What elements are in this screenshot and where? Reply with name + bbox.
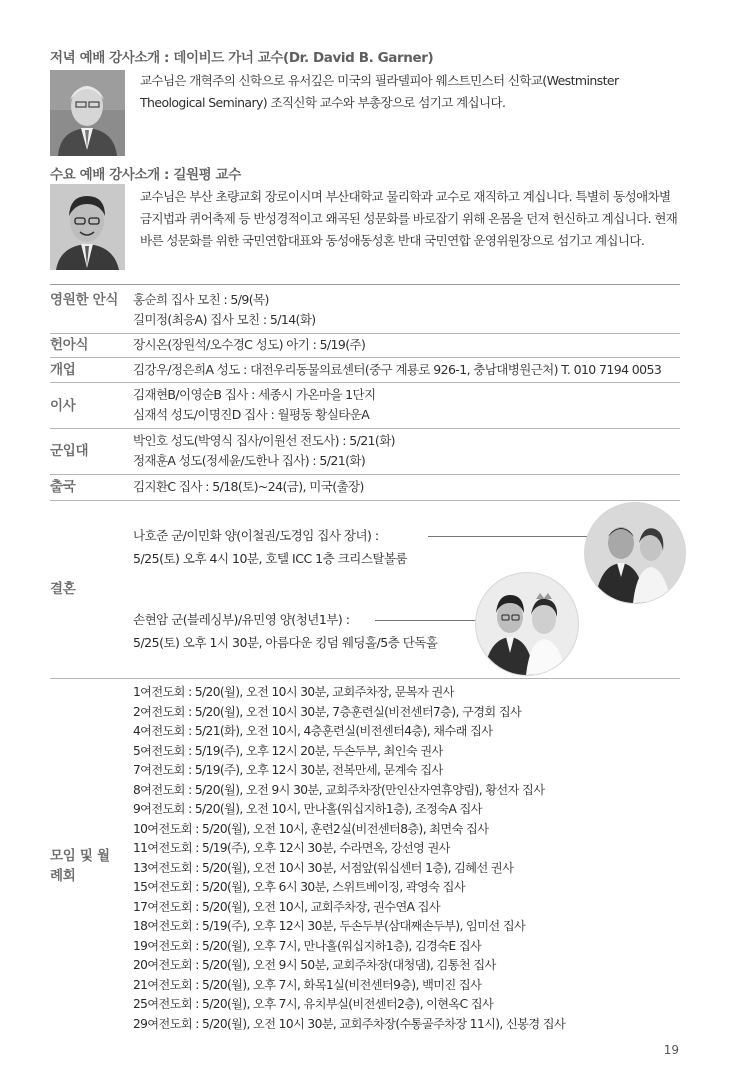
list-item: 18여전도회 : 5/19(주), 오후 12시 30분, 두손두부(삼대째손두부), 임미선 집사 <box>133 919 526 933</box>
wednesday-speaker-title: 수요 예배 강사소개 : 길원평 교수 <box>50 167 241 183</box>
list-item: 21여전도회 : 5/20(월), 오후 7시, 화목1실(비전센터9층), 백미진 집사 <box>133 977 482 992</box>
list-item: 4여전도회 : 5/21(화), 오전 10시, 4층훈련실(비전센터4층), 채수래 집사 <box>133 724 493 738</box>
divider <box>50 357 680 358</box>
list-item: 8여전도회 : 5/20(월), 오전 9시 30분, 교회주차장(만인산자연휴양림), 황선자 집사 <box>133 782 545 797</box>
divider <box>50 382 680 383</box>
wedding-couple-names: 손현암 군(블레싱부)/유민영 양(청년1부) : <box>133 612 350 627</box>
list-item: 1여전도회 : 5/20(월), 오전 10시 30분, 교회주차장, 문복자 권사 <box>133 685 454 699</box>
divider <box>50 474 680 475</box>
list-item: 19여전도회 : 5/20(월), 오후 7시, 만나홀(워십지하1층), 김경숙E 집사 <box>133 938 482 953</box>
wedding-details: 5/25(토) 오후 4시 10분, 호텔 ICC 1층 크리스탈볼룸 <box>133 551 408 566</box>
news-line: 김재현B/이영순B 집사 : 세종시 가온마을 1단지 <box>133 387 376 402</box>
news-line: 김강우/정은희A 성도 : 대전우리동물의료센터(중구 계룡로 926-1, 충남대병원근처) T. 010 7194 0053 <box>133 362 662 377</box>
divider <box>50 678 680 679</box>
leader-line <box>428 536 588 537</box>
news-line: 정재훈A 성도(정세윤/도한나 집사) : 5/21(화) <box>133 453 366 468</box>
news-line: 김지환C 집사 : 5/18(토)~24(금), 미국(출장) <box>133 479 364 494</box>
list-item: 17여전도회 : 5/20(월), 오전 10시, 교회주차장, 권수연A 집사 <box>133 899 440 914</box>
divider <box>50 284 680 285</box>
wedding-photo-1 <box>584 502 686 604</box>
category-label-opening: 개업 <box>50 362 76 378</box>
evening-speaker-title: 저녁 예배 강사소개 : 데이비드 가너 교수(Dr. David B. Garner) <box>50 50 434 66</box>
divider <box>50 333 680 334</box>
list-item: 5여전도회 : 5/19(주), 오후 12시 20분, 두손두부, 최인숙 권사 <box>133 743 443 758</box>
divider <box>50 500 680 501</box>
category-label-military: 군입대 <box>50 443 89 459</box>
category-label-wedding: 결혼 <box>50 581 76 597</box>
news-line: 심재석 성도/이명진D 집사 : 월평동 황실타운A <box>133 407 370 422</box>
category-label-dedication: 헌아식 <box>50 337 89 353</box>
news-line: 홍순희 집사 모친 : 5/9(목) <box>133 292 269 307</box>
evening-speaker-bio: 교수님은 개혁주의 신학으로 유서깊은 미국의 필라델피아 웨스트민스터 신학교(Westminster Theological Seminary) 조직신학 교수와 부총장으로 섬기고 계십니다. <box>140 73 619 110</box>
list-item: 10여전도회 : 5/20(월), 오전 10시, 훈련2실(비전센터8층), 최면숙 집사 <box>133 821 489 836</box>
wedding-couple-2 <box>133 608 437 654</box>
divider <box>50 428 680 429</box>
news-line: 장시온(장원석/오수경C 성도) 아기 : 5/19(주) <box>133 337 366 352</box>
list-item: 20여전도회 : 5/20(월), 오전 9시 50분, 교회주차장(대청댐), 김통천 집사 <box>133 958 496 972</box>
wedding-details: 5/25(토) 오후 1시 30분, 아름다운 킹덤 웨딩홀/5층 단독홀 <box>133 635 438 650</box>
leader-line <box>375 620 477 621</box>
category-label-moving: 이사 <box>50 398 76 414</box>
list-item: 9여전도회 : 5/20(월), 오전 10시, 만나홀(워십지하1층), 조정숙A 집사 <box>133 802 482 816</box>
list-item: 7여전도회 : 5/19(주), 오후 12시 30분, 전복만세, 문계숙 집사 <box>133 763 443 777</box>
wedding-couple-1 <box>133 524 407 570</box>
page-number: 19 <box>663 1043 679 1057</box>
speaker-photo-kil <box>50 184 125 270</box>
list-item: 13여전도회 : 5/20(월), 오전 10시 30분, 서점앞(워십센터 1층), 김혜선 권사 <box>133 860 514 875</box>
list-item: 25여전도회 : 5/20(월), 오후 7시, 유치부실(비전센터2층), 이현옥C 집사 <box>133 997 494 1011</box>
news-line: 박인호 성도(박영식 집사/이원선 전도사) : 5/21(화) <box>133 433 395 448</box>
wedding-photo-2 <box>475 572 579 676</box>
meetings-list <box>133 683 565 1034</box>
list-item: 11여전도회 : 5/19(주), 오후 12시 30분, 수라면옥, 강선영 권사 <box>133 841 450 855</box>
category-label-rest: 영원한 안식 <box>50 292 119 308</box>
speaker-photo-garner <box>50 70 125 156</box>
category-label-meetings: 모임 및 월례회 <box>50 848 110 884</box>
list-item: 15여전도회 : 5/20(월), 오후 6시 30분, 스위트베이징, 곽영숙 집사 <box>133 880 466 894</box>
wednesday-speaker-bio: 교수님은 부산 초량교회 장로이시며 부산대학교 물리학과 교수로 재직하고 계십니다. 특별히 동성애차별금지법과 퀴어축제 등 반성경적이고 왜곡된 성문화를 바로잡기 위해 온몸을 던져 헌신하고 계십니다. 현재 바른 성문화를 위한 국민연합대표와 동성애동성혼 반대 국민연합 운영위원장으로 섬기고 계십니다. <box>140 189 678 248</box>
news-line: 길미정(최응A) 집사 모친 : 5/14(화) <box>133 312 316 327</box>
wedding-couple-names: 나호준 군/이민화 양(이철권/도경임 집사 장녀) : <box>133 528 379 543</box>
category-label-departure: 출국 <box>50 479 76 495</box>
list-item: 29여전도회 : 5/20(월), 오전 10시 30분, 교회주차장(수통골주차장 11시), 신봉경 집사 <box>133 1016 566 1031</box>
list-item: 2여전도회 : 5/20(월), 오전 10시 30분, 7층훈련실(비전센터7층), 구경회 집사 <box>133 704 522 719</box>
